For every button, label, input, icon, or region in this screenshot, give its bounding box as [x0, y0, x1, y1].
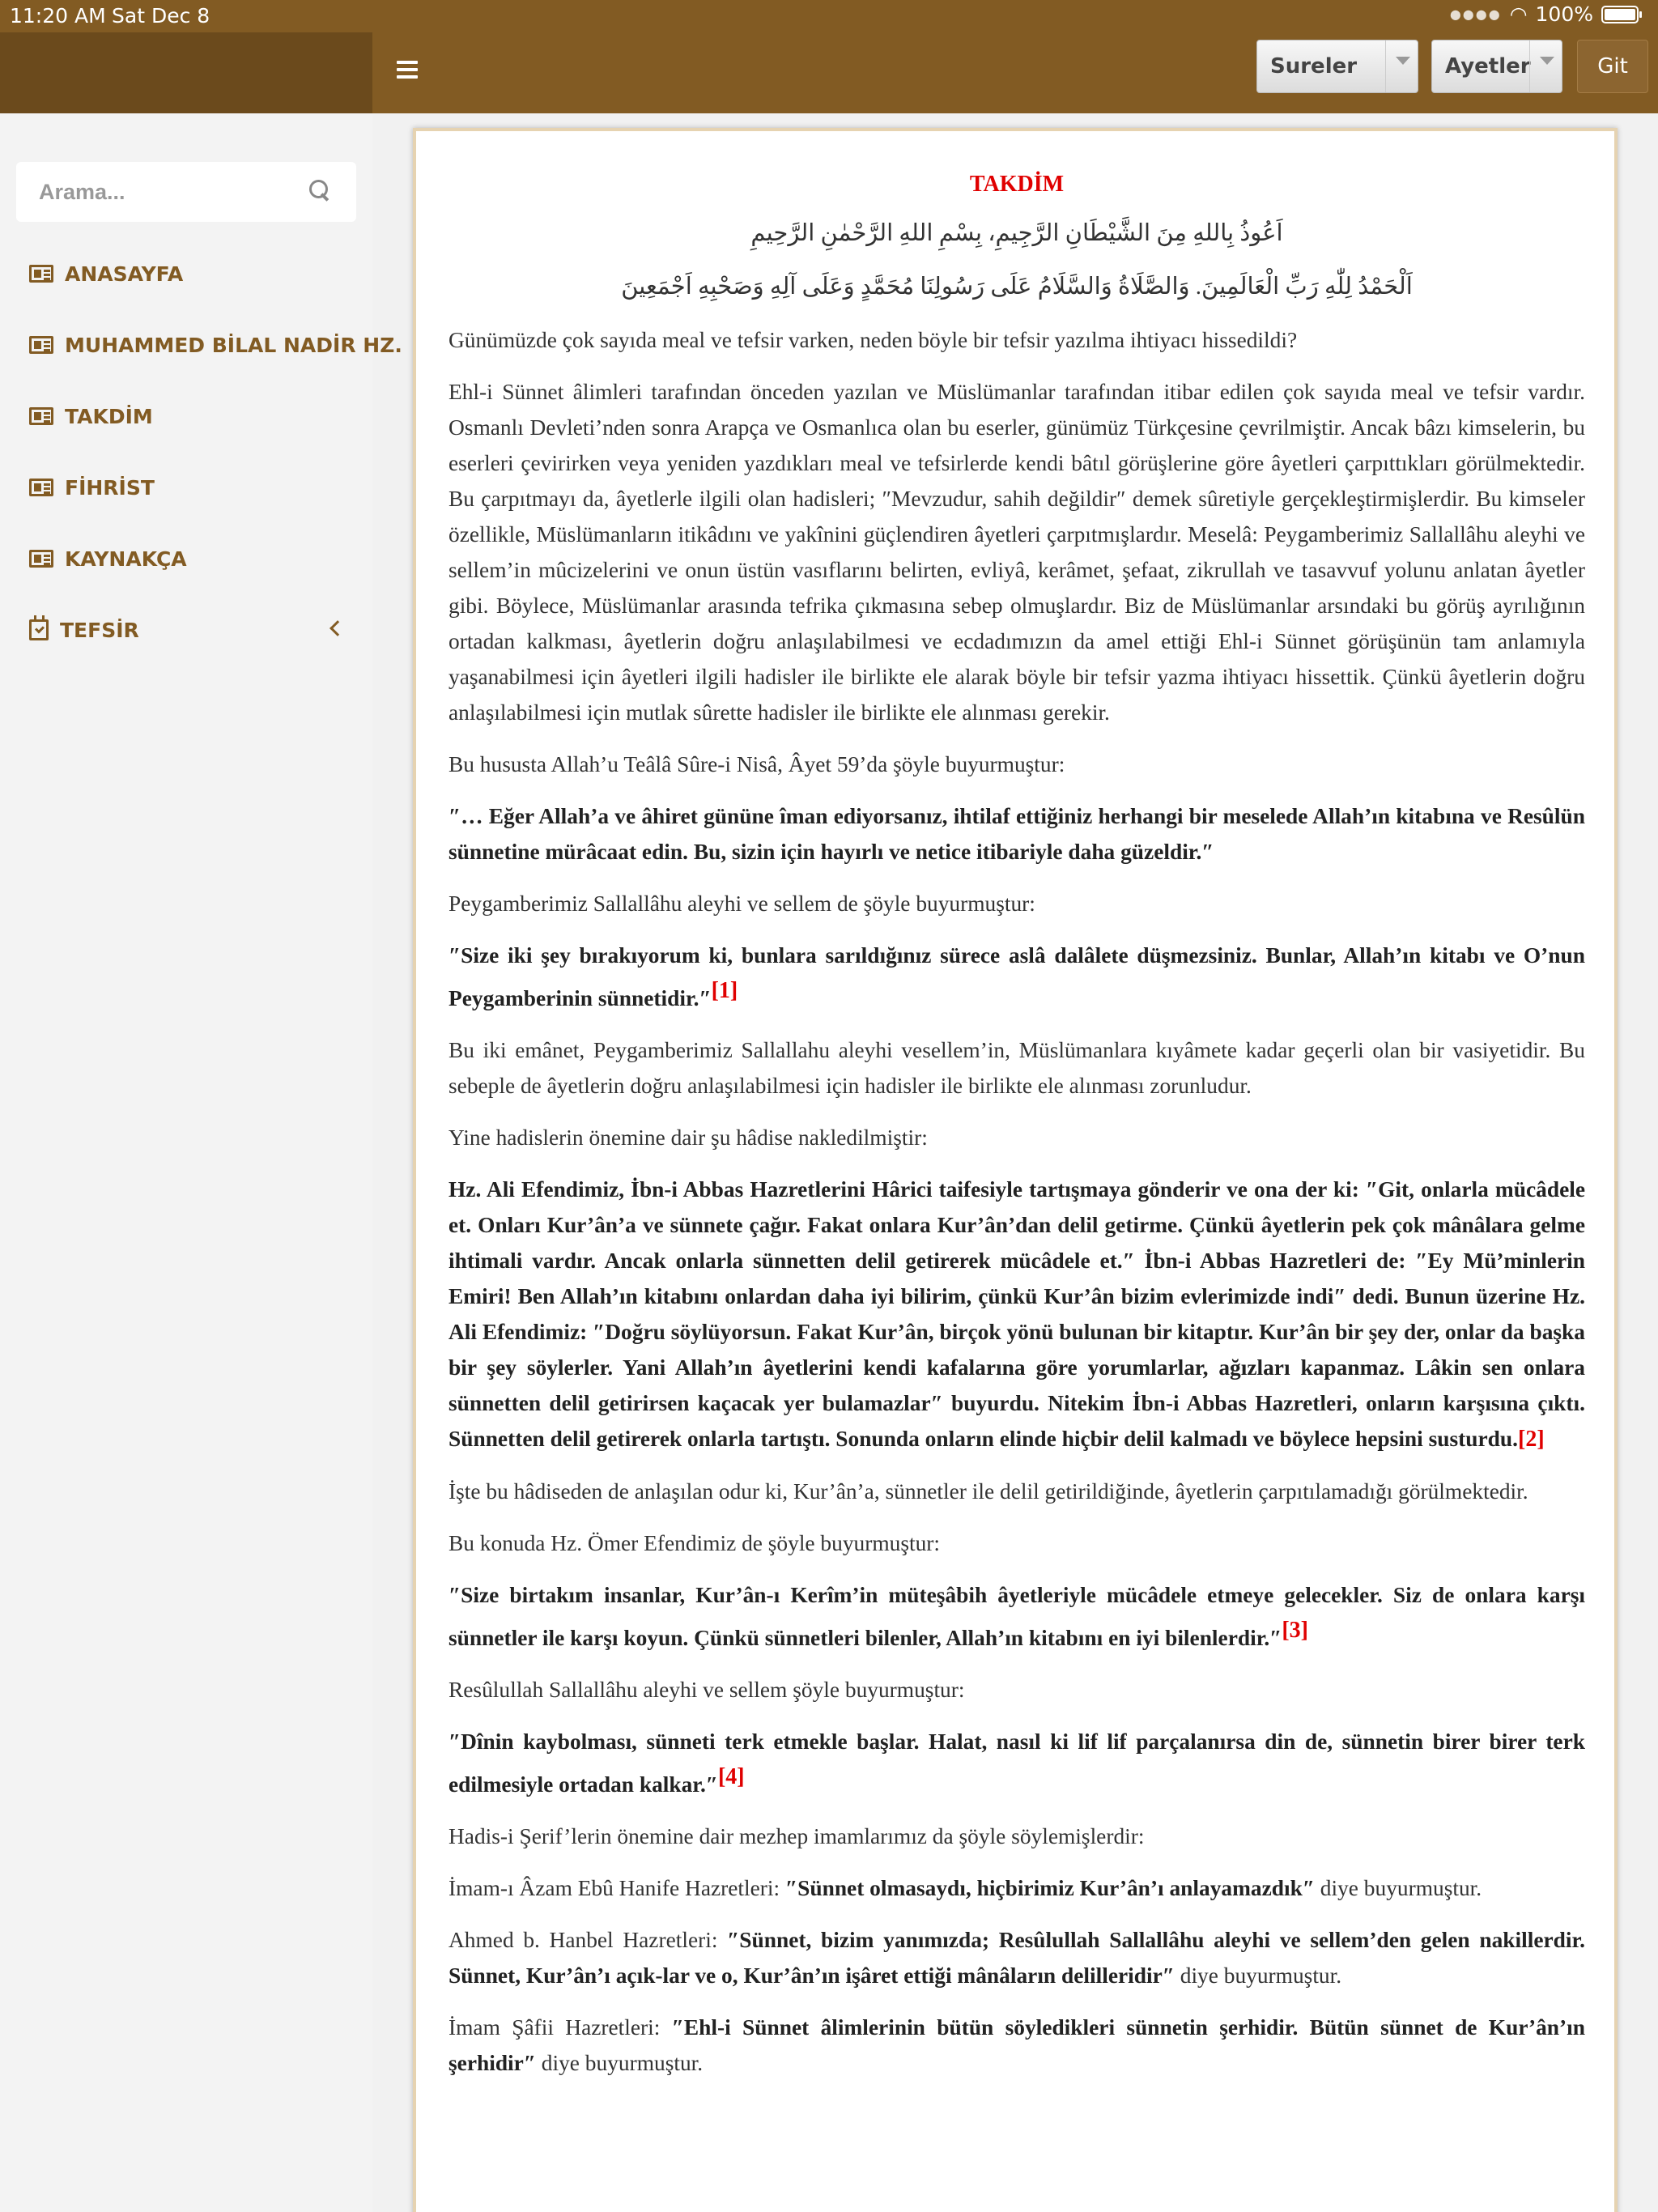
sidebar-item-label: TAKDİM — [65, 404, 153, 428]
status-date: Sat Dec 8 — [112, 4, 210, 28]
arabic-line-1: اَعُوذُ بِاللهِ مِنَ الشَّيْطَانِ الرَّجِيمِ، بِسْمِ اللهِ الرَّحْمٰنِ الرَّحِيمِ — [750, 220, 1283, 246]
paragraph-tail: diye buyurmuştur. — [1314, 1876, 1482, 1900]
article-title: TAKDİM — [969, 172, 1065, 197]
search-icon[interactable] — [309, 180, 332, 202]
sidebar-item-label: ANASAYFA — [65, 262, 184, 286]
quote-text: ″Size birtakım insanlar, Kur’ân-ı Kerîm’in müteşâbih âyetleriyle mücâdele etmeye gelecekler. Siz de onlara karşı sünnetler ile karşı koyun. Çünkü sünnetleri bilenler, Allah’ın kitabını en iyi bilenlerdir.″ — [449, 1583, 1585, 1650]
hamburger-menu-icon[interactable] — [397, 61, 418, 82]
paragraph: Ehl-i Sünnet âlimleri tarafından önceden yazılan ve Müslümanlar tarafından itibar edilen çok sayıda meal ve tefsir vardır. Osmanlı Devleti’nden sonra Arapça ve Osmanlıca olan bu eserler, günümüz Türkçesine çevrilmiştir. Ancak bâzı kimselerin, bu eserleri çevirirken veya yeniden yazdıkları meal ve tefsirlerde kendi bâtıl görüşlerine göre âyetleri çarpıttıkları görülmektedir. Bu çarpıtmayı da, âyetlerle ilgili olan hadisleri; ″Mevzudur, sahih değildir″ demek sûretiyle gerçekleştirmişlerdir. Bu kimseler özellikle, Müslümanların itikâdını ve yakînini güçlendiren âyetleri çarpıtmışlardır. Meselâ: Peygamberimiz Sallallâhu aleyhi ve sellem’in mûcizelerini ve onun üstün vasıflarını belirten, evliyâ, kerâmet, şefaat, zikrullah ve tasavvuf yolunu anlatan âyetler gibi. Böylece, Müslümanlar arasında tefrika çıkmasına sebep olmuşlardır. Biz de Müslümanlar arsındaki bu görüş ayrılığının ortadan kalkması, âyetlerin doğru anlaşılabilmesi ve ecdadımızın da amel ettiği Ehl-i Sünnet görüşünün tam anlamıyla yaşanabilmesi için âyetleri ilgili hadisler ile birlikte ele alarak böyle bir tefsir yazma ihtiyacı hissettik. Çünkü âyetlerin doğru anlaşılabilmesi için mutlak sûrette hadisler ile birlikte ele alınması gerekir. — [449, 380, 1585, 725]
chevron-down-icon — [1385, 40, 1418, 92]
sidebar-item-takdim[interactable] — [29, 400, 153, 432]
paragraph: Bu iki emânet, Peygamberimiz Sallallahu aleyhi vesellem’in, Müslümanlara kıyâmete kadar geçerli olan bir vasiyetidir. Bu sebeple de âyetlerin doğru anlaşılabilmesi için hadisler ile birlikte ele alınması zorunludur. — [449, 1038, 1585, 1098]
sidebar-item-fihrist[interactable] — [29, 471, 155, 504]
article-page — [413, 128, 1618, 2212]
quote-paragraph — [449, 1577, 1585, 1656]
status-time: 11:20 AM — [10, 4, 106, 28]
sidebar-item-tefsir[interactable] — [29, 614, 139, 646]
quote-paragraph — [449, 1172, 1585, 1457]
quote-text: ″Sünnet olmasaydı, hiçbirimiz Kur’ân’ı anlayamazdık″ — [785, 1876, 1315, 1900]
paragraph — [449, 2010, 1585, 2081]
newspaper-icon — [29, 407, 53, 425]
header-brand-area — [0, 32, 372, 113]
footnote-link[interactable]: [1] — [711, 978, 738, 1003]
newspaper-icon — [29, 550, 53, 568]
sureler-select-label: Sureler — [1270, 54, 1358, 79]
paragraph: Bu konuda Hz. Ömer Efendimiz de şöyle buyurmuştur: — [449, 1531, 941, 1555]
quote-paragraph — [449, 798, 1585, 870]
status-bar — [0, 0, 1658, 32]
sidebar-item-label: MUHAMMED BİLAL NADİR HZ. — [65, 333, 402, 357]
footnote-link[interactable]: [4] — [717, 1764, 745, 1789]
paragraph: Bu hususta Allah’u Teâlâ Sûre-i Nisâ, Âyet 59’da şöyle buyurmuştur: — [449, 752, 1065, 776]
footnote-link[interactable]: [3] — [1282, 1618, 1308, 1643]
wifi-icon: ◠ — [1509, 2, 1528, 26]
paragraph: Hadis-i Şerif’lerin önemine dair mezhep imamlarımız da şöyle söylemişlerdir: — [449, 1824, 1145, 1848]
quote-text: ″Ehl-i Sünnet âlimlerinin bütün söyledikleri sünnetin şerhidir. Bütün sünnet de Kur’ân’ın şerhidir″ — [449, 2015, 1585, 2075]
paragraph: Günümüzde çok sayıda meal ve tefsir varken, neden böyle bir tefsir yazılma ihtiyacı hissedildi? — [449, 328, 1298, 352]
quote-text: ″Size iki şey bırakıyorum ki, bunlara sarıldığınız sürece aslâ dalâlete düşmezsiniz. Bunlar, Allah’ın kitabı ve O’nun Peygamberinin sünnetidir.″ — [449, 943, 1585, 1010]
battery-percent: 100% — [1535, 2, 1593, 26]
calendar-check-icon — [29, 619, 49, 640]
quote-paragraph — [449, 1724, 1585, 1802]
quote-text: ″… Eğer Allah’a ve âhiret gününe îman ediyorsanız, ihtilaf ettiğiniz herhangi bir meselede Allah’ın kitabına ve Resûlün sünnetine mürâcaat edin. Bu, sizin için hayırlı ve netice itibariyle daha güzeldir.″ — [449, 804, 1585, 864]
paragraph-tail: diye buyurmuştur. — [1174, 1963, 1342, 1988]
footnote-link[interactable]: [2] — [1518, 1427, 1545, 1452]
sidebar-item-label: TEFSİR — [60, 618, 139, 642]
ayetler-select[interactable] — [1431, 40, 1562, 93]
battery-icon — [1601, 6, 1639, 23]
newspaper-icon — [29, 479, 53, 496]
newspaper-icon — [29, 336, 53, 354]
quote-text: ″Dînin kaybolması, sünneti terk etmekle başlar. Halat, nasıl ki lif lif parçalanırsa din de, sünnetin birer birer terk edilmesiyle ortadan kalkar.″ — [449, 1729, 1585, 1797]
paragraph — [449, 1870, 1585, 1906]
imam-name: İmam-ı Âzam Ebû Hanife Hazretleri: — [449, 1876, 785, 1900]
sidebar-item-muhammed-bilal-nadir[interactable] — [29, 329, 402, 361]
newspaper-icon — [29, 265, 53, 283]
signal-icon: ●●●● — [1449, 6, 1502, 22]
ayetler-select-label: Ayetler — [1445, 54, 1531, 79]
paragraph: Yine hadislerin önemine dair şu hâdise nakledilmiştir: — [449, 1125, 928, 1150]
search-placeholder: Arama... — [39, 180, 125, 204]
chevron-down-icon — [1529, 40, 1562, 92]
quote-paragraph — [449, 938, 1585, 1016]
article-content — [449, 167, 1585, 2097]
quote-text: ″Sünnet, bizim yanımızda; Resûlullah Sallallâhu aleyhi ve sellem’den gelen nakillerdir. Sünnet, Kur’ân’ı açık-lar ve o, Kur’ân’ın işâret ettiği mânâların delilleridir″ — [449, 1928, 1585, 1988]
git-button[interactable]: Git — [1577, 40, 1648, 93]
paragraph — [449, 1922, 1585, 1993]
search-input[interactable] — [16, 162, 356, 222]
paragraph: İşte bu hâdiseden de anlaşılan odur ki, Kur’ân’a, sünnetler ile delil getirildiğinde, âyetlerin çarpıtılamadığı görülmektedir. — [449, 1479, 1528, 1504]
imam-name: İmam Şâfii Hazretleri: — [449, 2015, 672, 2040]
quote-text: Hz. Ali Efendimiz, İbn-i Abbas Hazretlerini Hârici taifesiyle tartışmaya gönderir ve ona der ki: ″Git, onlarla mücâdele et. Onları Kur’ân’a ve sünnete çağır. Fakat onlara Kur’ân’dan delil getirme. Çünkü âyetlerin pek çok mânâlara gelme ihtimali vardır. Ancak onlarla sünnetten delil getirerek mücâdele et.″ İbn-i Abbas Hazretleri de: ″Ey Mü’minlerin Emiri! Ben Allah’ın kitabını onlardan daha iyi bilirim, çünkü Kur’ân bizim evlerimizde indi″ dedi. Bunun üzerine Hz. Ali Efendimiz: ″Doğru söylüyorsun. Fakat Kur’ân, birçok yönü bulunan bir kitaptır. Kur’ân bir şey der, onlar da başka bir şey söylerler. Yani Allah’ın âyetlerini kendi kafalarına göre yorumlarlar, ağızları kapanmaz. Lâkin sen onlara sünnetten delil getirirsen kaçacak yer bulamazlar″ buyurdu. Nitekim İbn-i Abbas Hazretleri, onların karşısına çıktı. Sünnetten delil getirerek onlarla tartıştı. Sonunda onların elinde hiçbir delil kalmadı ve böylece hepsini susturdu. — [449, 1177, 1585, 1451]
sureler-select[interactable] — [1256, 40, 1418, 93]
paragraph: Resûlullah Sallallâhu aleyhi ve sellem şöyle buyurmuştur: — [449, 1678, 965, 1702]
arabic-line-2: اَلْحَمْدُ لِلّٰهِ رَبِّ الْعَالَمِينَ. وَالصَّلَاةُ وَالسَّلَامُ عَلَى رَسُولِنَا مُحَمَّدٍ وَعَلَى آلِهِ وَصَحْبِهِ اَجْمَعِينَ — [621, 274, 1413, 300]
imam-name: Ahmed b. Hanbel Hazretleri: — [449, 1928, 728, 1952]
sidebar-item-kaynakca[interactable] — [29, 542, 187, 575]
sidebar-item-label: FİHRİST — [65, 475, 155, 500]
paragraph-tail: diye buyurmuştur. — [535, 2051, 704, 2075]
paragraph: Peygamberimiz Sallallâhu aleyhi ve sellem de şöyle buyurmuştur: — [449, 891, 1035, 916]
sidebar-item-anasayfa[interactable] — [29, 257, 183, 290]
sidebar-item-label: KAYNAKÇA — [65, 547, 187, 571]
